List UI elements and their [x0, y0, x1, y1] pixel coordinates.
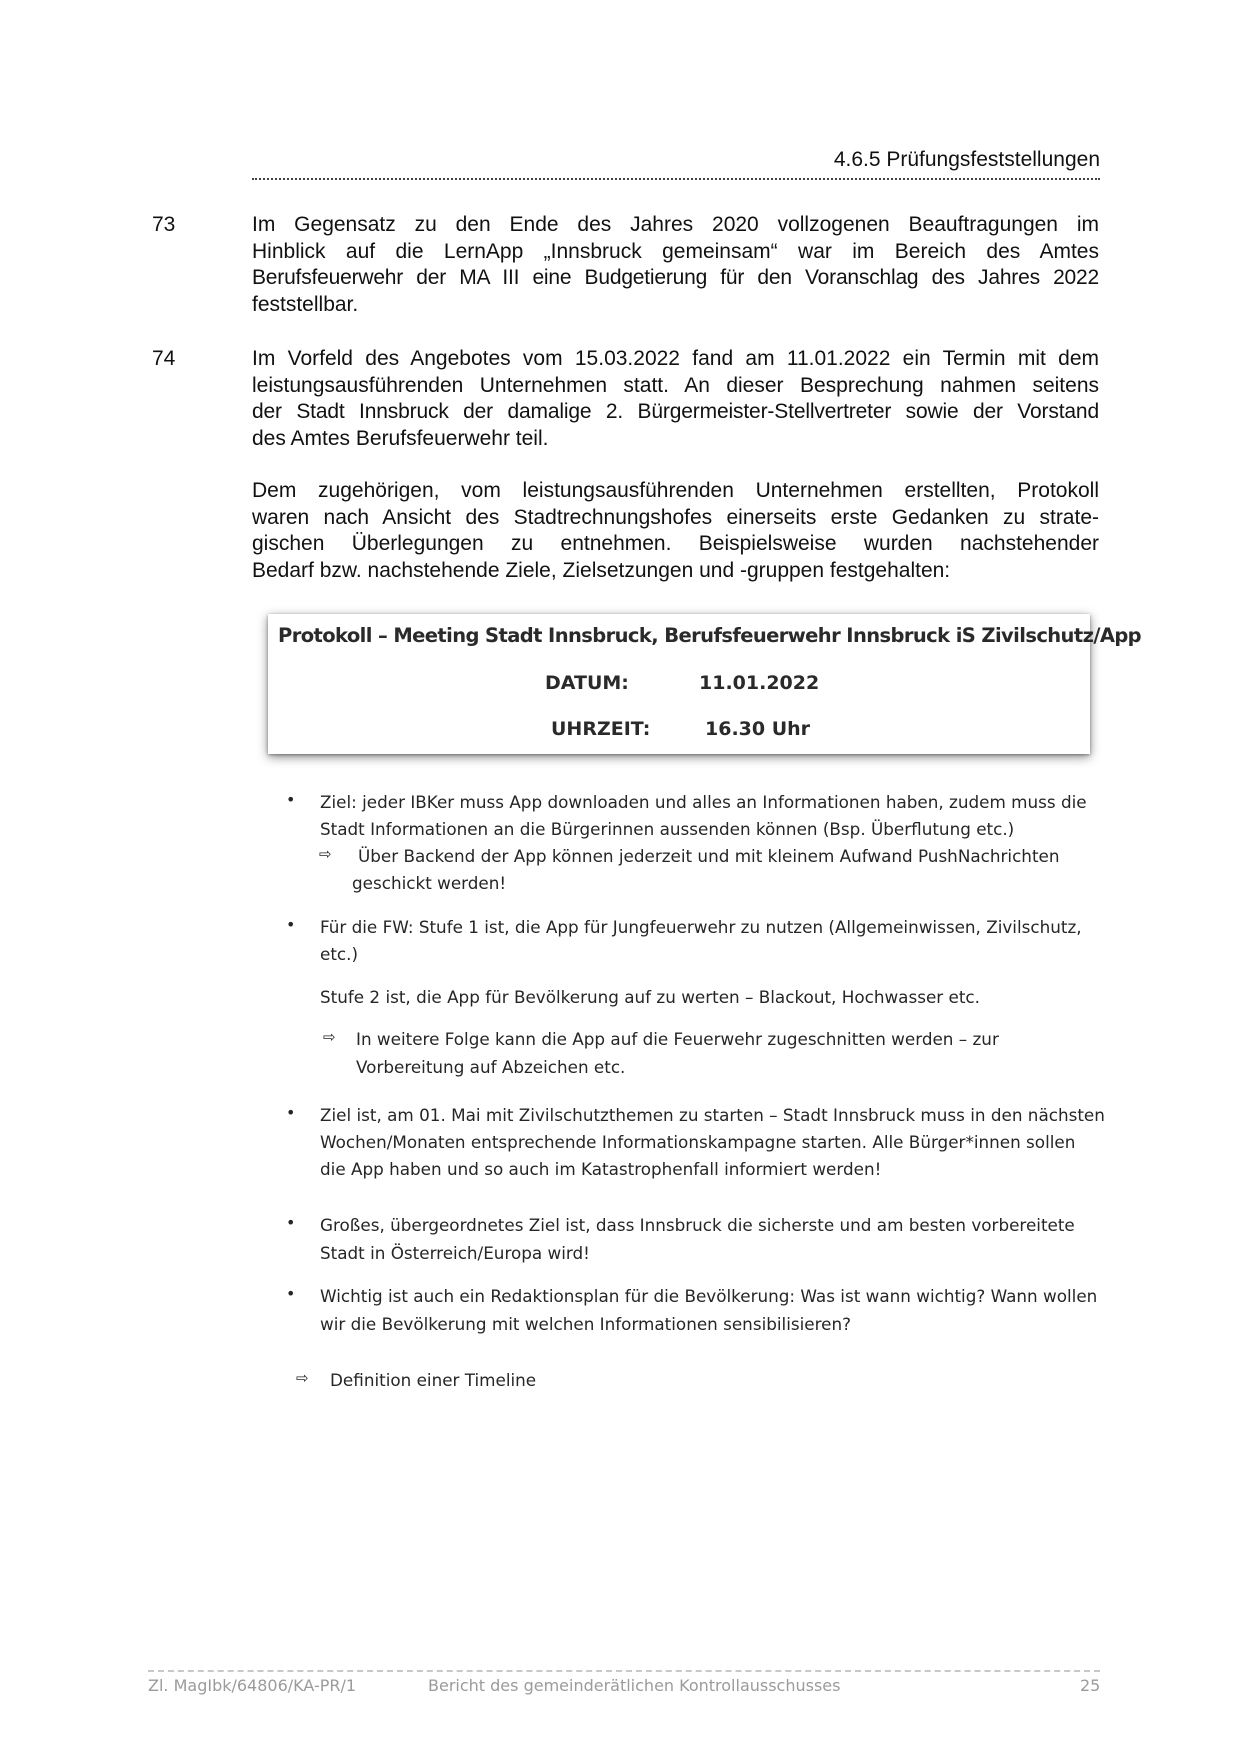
text-line: Berufsfeuerwehr der MA III eine Budgetierung für den Voranschlag des Jahres 2022 — [252, 266, 1099, 289]
paragraph-74 — [252, 346, 1099, 452]
note-line: wir die Bevölkerung mit welchen Informationen sensibilisieren? — [320, 1314, 851, 1334]
footer-reference: Zl. MagIbk/64806/KA-PR/1 — [148, 1676, 357, 1695]
text-line: Im Gegensatz zu den Ende des Jahres 2020 vollzogenen Beauftragungen im — [252, 213, 1099, 236]
text-line: Bedarf bzw. nachstehende Ziele, Zielsetzungen und -gruppen festgehalten: — [252, 558, 951, 582]
footer-divider — [148, 1670, 1100, 1672]
text-line: der Stadt Innsbruck der damalige 2. Bürgermeister-Stellvertreter sowie der Vorstand — [252, 400, 1099, 423]
note-line: Ziel ist, am 01. Mai mit Zivilschutzthemen zu starten – Stadt Innsbruck muss in den nächsten — [320, 1105, 1105, 1125]
note-line: Stadt in Österreich/Europa wird! — [320, 1243, 590, 1263]
text-line: Dem zugehörigen, vom leistungsausführenden Unternehmen erstellten, Protokoll — [252, 479, 1099, 502]
note-line: Definition einer Timeline — [330, 1370, 537, 1390]
note-line: Für die FW: Stufe 1 ist, die App für Jungfeuerwehr zu nutzen (Allgemeinwissen, Zivilschutz, — [320, 917, 1082, 937]
protocol-title: Protokoll – Meeting Stadt Innsbruck, Berufsfeuerwehr Innsbruck iS Zivilschutz/App — [278, 624, 1142, 647]
note-line: Stufe 2 ist, die App für Bevölkerung auf zu werten – Blackout, Hochwasser etc. — [320, 987, 980, 1007]
date-label: DATUM: — [545, 672, 629, 694]
page-number: 25 — [1080, 1676, 1101, 1695]
note-line: In weitere Folge kann die App auf die Feuerwehr zugeschnitten werden – zur — [356, 1029, 999, 1049]
note-line: Stadt Informationen an die Bürgerinnen aussenden können (Bsp. Überflutung etc.) — [320, 819, 1015, 839]
date-value: 11.01.2022 — [699, 672, 820, 694]
bullet-icon: • — [286, 915, 296, 934]
note-line: Wochen/Monaten entsprechende Informationskampagne starten. Alle Bürger*innen sollen — [320, 1132, 1076, 1152]
bullet-icon: • — [286, 790, 296, 809]
note-line: Über Backend der App können jederzeit und mit kleinem Aufwand PushNachrichten — [358, 846, 1060, 866]
bullet-icon: • — [286, 1103, 296, 1122]
section-header — [252, 146, 1100, 180]
text-line: Hinblick auf die LernApp „Innsbruck gemeinsam“ war im Bereich des Amtes — [252, 239, 1099, 263]
time-value: 16.30 Uhr — [705, 718, 811, 740]
time-label: UHRZEIT: — [551, 718, 651, 740]
text-line: waren nach Ansicht des Stadtrechnungshofes einerseits erste Gedanken zu strate- — [252, 505, 1099, 529]
text-line: feststellbar. — [252, 292, 359, 316]
note-line: die App haben und so auch im Katastrophenfall informiert werden! — [320, 1159, 882, 1179]
note-line: Wichtig ist auch ein Redaktionsplan für die Bevölkerung: Was ist wann wichtig? Wann wollen — [320, 1286, 1098, 1306]
note-line: Großes, übergeordnetes Ziel ist, dass Innsbruck die sicherste und am besten vorbereitete — [320, 1215, 1075, 1235]
note-line: etc.) — [320, 944, 359, 964]
text-line: Im Vorfeld des Angebotes vom 15.03.2022 fand am 11.01.2022 ein Termin mit dem — [252, 347, 1099, 370]
section-title: 4.6.5 Prüfungsfeststellungen — [833, 148, 1100, 171]
arrow-right-icon: ⇨ — [319, 845, 332, 863]
text-line: gischen Überlegungen zu entnehmen. Beispielsweise wurden nachstehender — [252, 532, 1099, 555]
note-line: Vorbereitung auf Abzeichen etc. — [356, 1057, 626, 1077]
note-line: geschickt werden! — [352, 873, 507, 893]
paragraph-73 — [252, 212, 1099, 318]
arrow-right-icon: ⇨ — [323, 1028, 336, 1046]
footer-title: Bericht des gemeinderätlichen Kontrollausschusses — [428, 1676, 841, 1695]
paragraph-74-continued — [252, 478, 1099, 584]
note-line: Ziel: jeder IBKer muss App downloaden und alles an Informationen haben, zudem muss die — [320, 792, 1087, 812]
paragraph-number-73: 73 — [152, 213, 176, 236]
bullet-icon: • — [286, 1284, 296, 1303]
text-line: leistungsausführenden Unternehmen statt. An dieser Besprechung nahmen seitens — [252, 373, 1099, 397]
arrow-right-icon: ⇨ — [296, 1369, 309, 1387]
text-line: des Amtes Berufsfeuerwehr teil. — [252, 426, 549, 450]
bullet-icon: • — [286, 1213, 296, 1232]
paragraph-number-74: 74 — [152, 347, 176, 370]
protocol-excerpt — [268, 614, 1142, 754]
